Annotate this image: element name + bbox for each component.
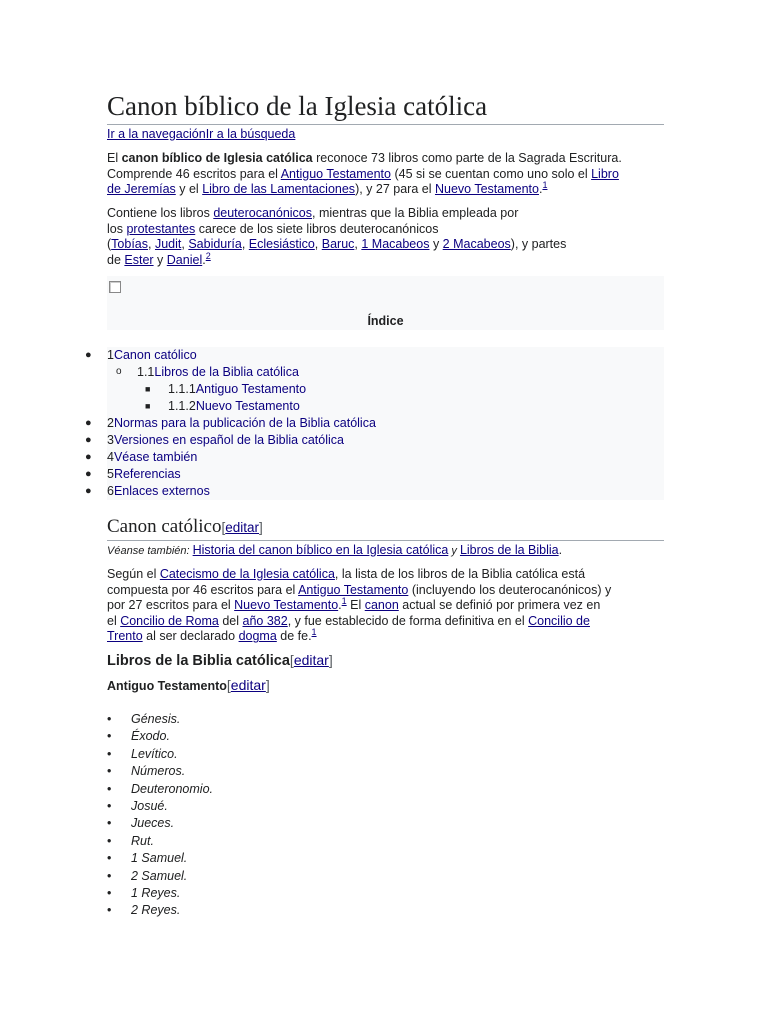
bullet-icon: • bbox=[107, 868, 112, 883]
bullet-icon: ● bbox=[85, 468, 92, 480]
toc-label: Normas para la publicación de la Biblia católica bbox=[113, 416, 376, 430]
bullet-icon: • bbox=[107, 816, 112, 831]
text: el bbox=[107, 613, 121, 628]
toc-number: 1.1.1 bbox=[168, 382, 196, 396]
text: , bbox=[148, 237, 155, 252]
book-name: Génesis. bbox=[131, 712, 181, 726]
toc-label: Enlaces externos bbox=[113, 484, 210, 498]
toc-item[interactable] bbox=[85, 415, 664, 432]
link-libro-lamentaciones[interactable]: Libro de las Lamentaciones bbox=[202, 182, 356, 197]
bullet-icon: ● bbox=[85, 485, 92, 497]
toc-item[interactable] bbox=[85, 347, 664, 364]
link-catecismo[interactable]: Catecismo de la Iglesia católica bbox=[159, 567, 335, 581]
text: Según el bbox=[107, 567, 160, 581]
toc-label: Véase también bbox=[113, 450, 198, 464]
text: y bbox=[448, 545, 460, 557]
section1-paragraph bbox=[107, 567, 664, 645]
toc-number: 6 bbox=[107, 484, 114, 498]
book-name: Jueces. bbox=[131, 816, 175, 831]
text: Contiene los libros bbox=[107, 206, 214, 220]
toc-number: 2 bbox=[107, 416, 114, 430]
link-2-macabeos[interactable]: 2 Macabeos bbox=[442, 237, 511, 252]
section-heading: Canon católico[editar] bbox=[107, 515, 664, 541]
link-nuevo-testamento[interactable]: Nuevo Testamento bbox=[434, 182, 539, 197]
toc-item[interactable] bbox=[85, 449, 664, 466]
intro-paragraph-2 bbox=[107, 206, 664, 268]
toc-item[interactable] bbox=[107, 398, 664, 415]
text: . bbox=[538, 182, 543, 197]
link-daniel[interactable]: Daniel bbox=[166, 252, 203, 267]
toc-number: 1.1.2 bbox=[168, 399, 196, 413]
text: Comprende 46 escritos para el bbox=[107, 166, 281, 181]
link-libros-biblia[interactable]: Libros de la Biblia bbox=[459, 543, 559, 557]
link-concilio-roma[interactable]: Concilio de Roma bbox=[120, 613, 219, 628]
toc-number: 1 bbox=[107, 348, 114, 362]
reference-link[interactable]: 1 bbox=[341, 596, 347, 607]
bullet-icon: ● bbox=[85, 349, 92, 361]
bullet-icon: ● bbox=[85, 451, 92, 463]
link-protestantes[interactable]: protestantes bbox=[126, 221, 196, 236]
text: , bbox=[241, 237, 249, 252]
text: y bbox=[153, 252, 167, 267]
bold-term: canon bíblico de Iglesia católica bbox=[121, 151, 313, 165]
book-name: Levítico. bbox=[131, 746, 178, 761]
goto-search-link[interactable]: Ir a la búsqueda bbox=[205, 127, 296, 141]
reference-link[interactable]: 1 bbox=[311, 627, 317, 638]
bullet-icon: • bbox=[107, 712, 112, 726]
bullet-icon: ● bbox=[85, 417, 92, 429]
book-name: Josué. bbox=[131, 799, 168, 813]
text: , la lista de los libros de la Biblia católica está bbox=[334, 567, 586, 581]
text: de fe. bbox=[276, 629, 312, 644]
bullet-icon: • bbox=[107, 746, 112, 761]
text: por 27 escritos para el bbox=[107, 598, 235, 613]
edit-section-link[interactable]: editar bbox=[225, 520, 260, 535]
text: (45 si se cuentan como uno solo el bbox=[390, 166, 592, 181]
reference-link[interactable]: 1 bbox=[542, 180, 548, 191]
link-libro-jeremias[interactable]: Libro bbox=[591, 166, 619, 181]
toc-label: Versiones en español de la Biblia católica bbox=[113, 433, 344, 447]
text: , mientras que la Biblia empleada por bbox=[312, 206, 519, 220]
text: y el bbox=[175, 182, 203, 197]
bullet-icon: • bbox=[107, 833, 112, 848]
toc-label: Antiguo Testamento bbox=[195, 382, 307, 396]
toc-item[interactable] bbox=[85, 483, 664, 500]
page-title: Canon bíblico de la Iglesia católica bbox=[107, 88, 664, 125]
book-name: 2 Reyes. bbox=[131, 903, 181, 918]
bullet-icon: ● bbox=[85, 434, 92, 446]
subsection-heading: Libros de la Biblia católica[editar] bbox=[107, 652, 333, 669]
link-tobias[interactable]: Tobías bbox=[111, 237, 149, 252]
intro-paragraph-1 bbox=[107, 151, 664, 198]
toc-label: Referencias bbox=[113, 467, 181, 481]
link-antiguo-testamento[interactable]: Antiguo Testamento bbox=[298, 582, 409, 597]
text: de bbox=[107, 252, 125, 267]
square-bullet-icon: ■ bbox=[145, 384, 151, 394]
text: ), y partes bbox=[510, 237, 567, 252]
text: reconoce 73 libros como parte de la Sagrada Escritura. bbox=[312, 151, 622, 165]
book-name: 1 Samuel. bbox=[131, 851, 188, 866]
link-judit[interactable]: Judit bbox=[154, 237, 182, 252]
toc-item[interactable] bbox=[85, 466, 664, 483]
link-baruc[interactable]: Baruc bbox=[321, 237, 355, 252]
text: actual se definió por primera vez en bbox=[398, 598, 601, 613]
edit-section-link[interactable]: editar bbox=[293, 652, 329, 668]
subsubsection-title: Antiguo Testamento bbox=[107, 679, 227, 693]
text: , bbox=[181, 237, 189, 252]
book-name: Éxodo. bbox=[131, 729, 170, 744]
text: , bbox=[354, 237, 362, 252]
link-libro-jeremias[interactable]: de Jeremías bbox=[107, 182, 176, 197]
toc-item[interactable] bbox=[85, 432, 664, 449]
text: carece de los siete libros deuterocanónicos bbox=[195, 221, 439, 236]
toc-number: 5 bbox=[107, 467, 114, 481]
bullet-icon: • bbox=[107, 781, 112, 796]
jump-links bbox=[107, 127, 295, 141]
link-1-macabeos[interactable]: 1 Macabeos bbox=[361, 237, 430, 252]
toc-item[interactable] bbox=[107, 381, 664, 398]
goto-navigation-link[interactable]: Ir a la navegación bbox=[107, 127, 206, 141]
bullet-icon: • bbox=[107, 729, 112, 744]
text: . bbox=[338, 598, 342, 613]
reference-link[interactable]: 2 bbox=[205, 250, 211, 261]
link-eclesiastico[interactable]: Eclesiástico bbox=[248, 237, 315, 252]
subsection-title: Libros de la Biblia católica bbox=[107, 653, 290, 669]
book-name: 2 Samuel. bbox=[131, 868, 188, 883]
text: . bbox=[202, 252, 206, 267]
text: ( bbox=[107, 237, 112, 252]
text: , y fue establecido de forma definitiva en el bbox=[287, 613, 529, 628]
toc-number: 4 bbox=[107, 450, 114, 464]
bullet-icon: • bbox=[107, 764, 112, 779]
text: (incluyendo los deuterocanónicos) y bbox=[408, 582, 612, 597]
bullet-icon: • bbox=[107, 799, 112, 813]
link-nuevo-testamento[interactable]: Nuevo Testamento bbox=[234, 598, 339, 613]
link-concilio-trento[interactable]: Concilio de bbox=[528, 613, 590, 628]
link-sabiduria[interactable]: Sabiduría bbox=[188, 237, 242, 252]
text: El bbox=[346, 598, 365, 613]
hatnote bbox=[107, 543, 562, 557]
bullet-icon: • bbox=[107, 886, 112, 900]
book-name: Rut. bbox=[131, 833, 154, 848]
hatnote-prefix: Véanse también: bbox=[107, 545, 193, 557]
link-deuterocanonicos[interactable]: deuterocanónicos bbox=[213, 206, 312, 220]
toc-title: Índice bbox=[367, 314, 404, 328]
text: y bbox=[429, 237, 443, 252]
link-concilio-trento[interactable]: Trento bbox=[107, 629, 143, 644]
toc-header bbox=[107, 276, 664, 330]
text: los bbox=[107, 221, 127, 236]
link-antiguo-testamento[interactable]: Antiguo Testamento bbox=[280, 166, 391, 181]
bullet-icon: • bbox=[107, 851, 112, 866]
text: ), y 27 para el bbox=[355, 182, 435, 197]
text: , bbox=[314, 237, 322, 252]
circle-bullet-icon: o bbox=[116, 366, 122, 377]
text: El bbox=[107, 151, 122, 165]
text: del bbox=[218, 613, 243, 628]
link-historia-canon[interactable]: Historia del canon bíblico en la Iglesia católica bbox=[192, 543, 449, 557]
link-ester[interactable]: Ester bbox=[124, 252, 154, 267]
book-name: Números. bbox=[131, 764, 186, 779]
toc-item[interactable] bbox=[107, 364, 664, 381]
link-ano-382[interactable]: año 382 bbox=[242, 613, 288, 628]
toc-number: 1.1 bbox=[137, 365, 155, 379]
text: compuesta por 46 escritos para el bbox=[107, 582, 299, 597]
square-bullet-icon: ■ bbox=[145, 401, 151, 411]
link-canon[interactable]: canon bbox=[364, 598, 399, 613]
toc-toggle-checkbox[interactable] bbox=[109, 281, 121, 293]
toc-label: Libros de la Biblia católica bbox=[154, 365, 299, 379]
edit-section-link[interactable]: editar bbox=[230, 677, 266, 693]
book-name: 1 Reyes. bbox=[131, 886, 181, 900]
bullet-icon: • bbox=[107, 903, 112, 918]
subsubsection-heading: Antiguo Testamento[editar] bbox=[107, 677, 270, 693]
book-name: Deuteronomio. bbox=[131, 781, 213, 796]
toc-label: Nuevo Testamento bbox=[195, 399, 300, 413]
link-dogma[interactable]: dogma bbox=[238, 629, 277, 644]
text: al ser declarado bbox=[142, 629, 239, 644]
text: . bbox=[558, 543, 563, 557]
section-title: Canon católico bbox=[107, 516, 222, 537]
toc-label: Canon católico bbox=[113, 348, 197, 362]
toc-number: 3 bbox=[107, 433, 114, 447]
